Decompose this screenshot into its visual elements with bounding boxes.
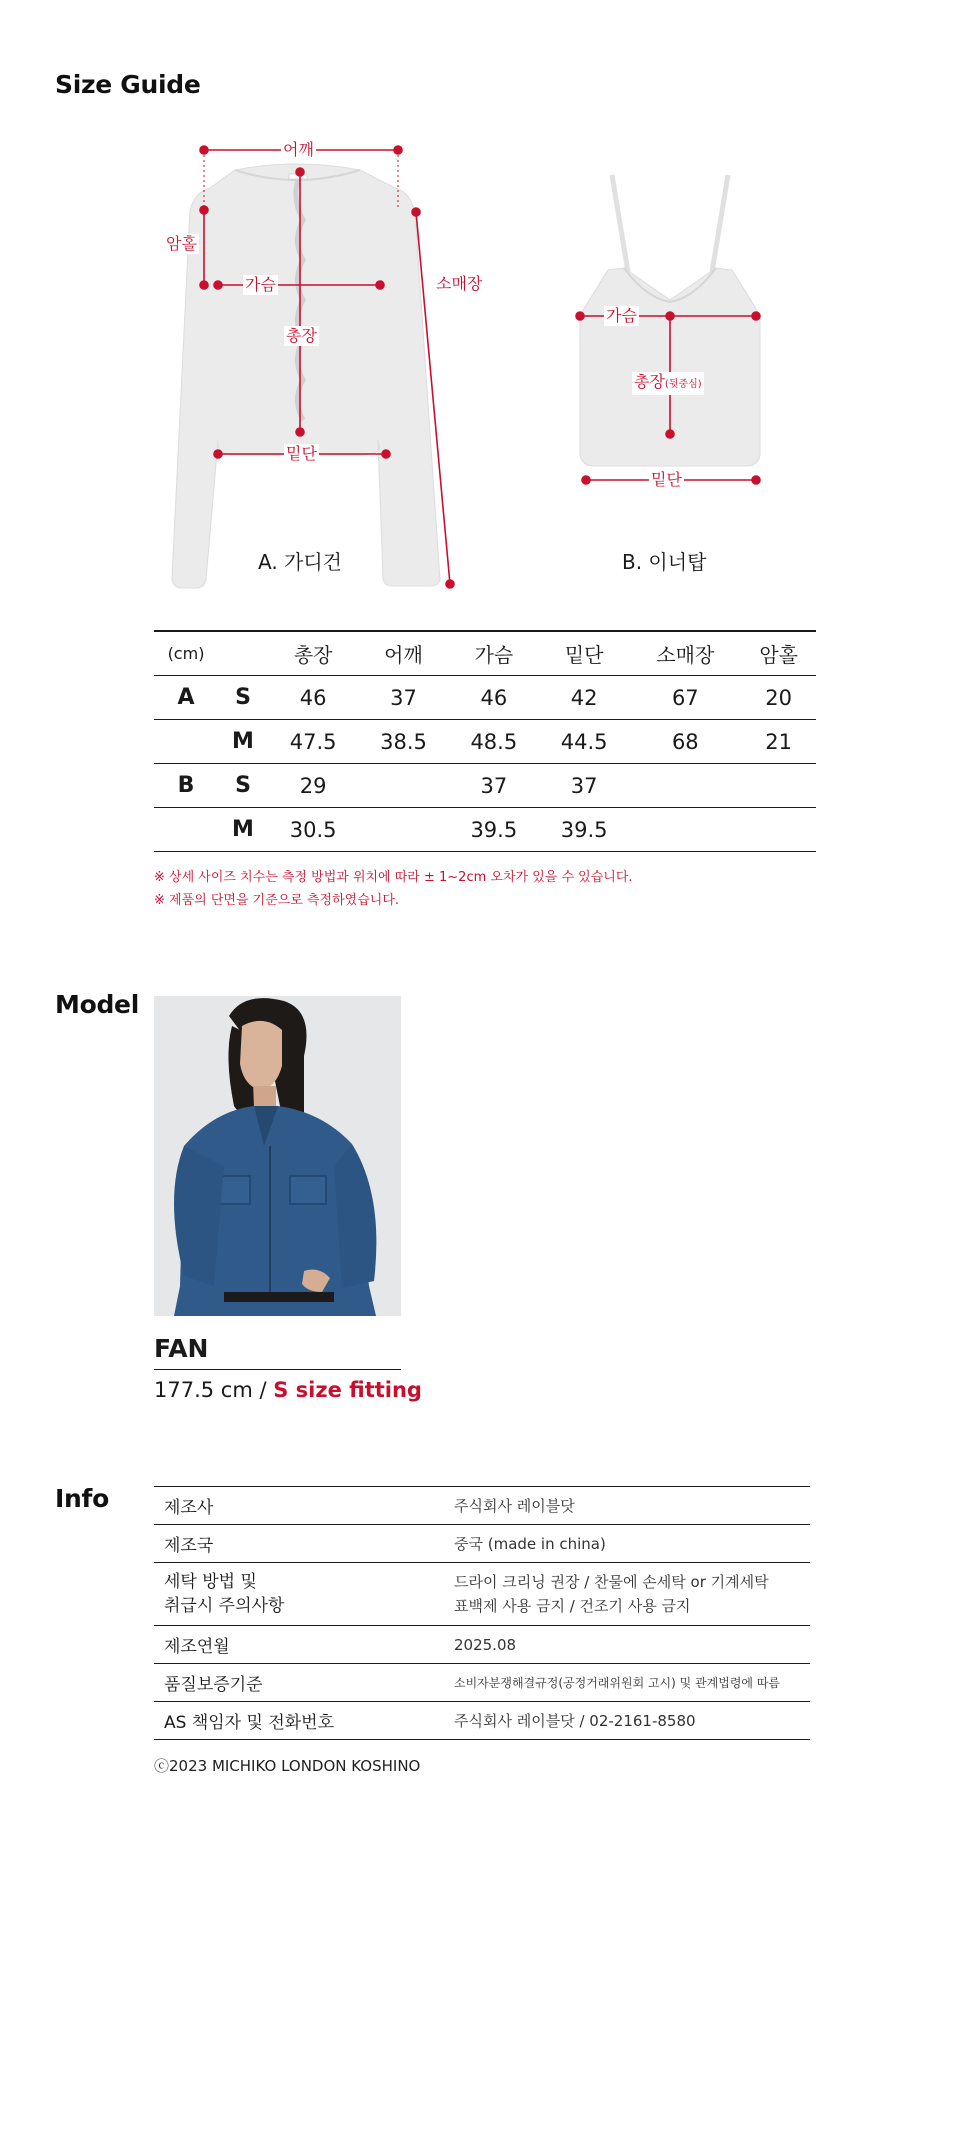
col-header: 어깨 — [358, 631, 448, 676]
size-diagram — [0, 0, 960, 600]
size-header-blank — [218, 631, 268, 676]
value-cell: 30.5 — [268, 808, 358, 852]
label-sleeve: 소매장 — [436, 274, 483, 293]
info-value: 소비자분쟁해결규정(공정거래위원회 고시) 및 관계법령에 따름 — [444, 1664, 810, 1702]
label-hem: 밑단 — [286, 444, 317, 463]
label-shoulder: 어깨 — [283, 140, 314, 159]
table-row — [154, 1487, 810, 1525]
value-cell: 37 — [358, 676, 448, 720]
size-cell: S — [218, 676, 268, 720]
value-cell: 21 — [741, 720, 816, 764]
col-header: 가슴 — [449, 631, 539, 676]
group-cell — [154, 808, 218, 852]
value-cell — [741, 808, 816, 852]
value-cell — [741, 764, 816, 808]
info-key: 품질보증기준 — [154, 1664, 444, 1702]
info-key: 제조국 — [154, 1525, 444, 1563]
innertop-caption: B. 이너탑 — [622, 550, 707, 574]
size-note: ※ 제품의 단면을 기준으로 측정하였습니다. — [154, 893, 400, 908]
value-cell: 20 — [741, 676, 816, 720]
info-value-line: 드라이 크리닝 권장 / 찬물에 손세탁 or 기계세탁 — [454, 1573, 769, 1591]
col-header: 총장 — [268, 631, 358, 676]
value-cell: 37 — [449, 764, 539, 808]
col-header: 밑단 — [539, 631, 629, 676]
group-cell: A — [154, 676, 218, 720]
value-cell: 29 — [268, 764, 358, 808]
value-cell — [358, 764, 448, 808]
table-row — [154, 764, 816, 808]
value-cell — [358, 808, 448, 852]
value-cell: 46 — [268, 676, 358, 720]
size-notes — [154, 866, 633, 912]
value-cell: 67 — [629, 676, 741, 720]
size-cell: M — [218, 808, 268, 852]
info-value: 2025.08 — [444, 1626, 810, 1664]
info-key — [154, 1563, 444, 1626]
label-innertop-chest: 가슴 — [606, 306, 637, 325]
value-cell: 39.5 — [539, 808, 629, 852]
model-name: FAN — [154, 1334, 401, 1370]
value-cell: 47.5 — [268, 720, 358, 764]
value-cell: 39.5 — [449, 808, 539, 852]
copyright: ⓒ2023 MICHIKO LONDON KOSHINO — [154, 1757, 421, 1775]
value-cell: 37 — [539, 764, 629, 808]
info-key: 제조연월 — [154, 1626, 444, 1664]
info-value: 주식회사 레이블닷 / 02-2161-8580 — [444, 1702, 810, 1740]
cardigan-illustration — [172, 164, 440, 588]
value-cell: 38.5 — [358, 720, 448, 764]
model-fit — [154, 1378, 422, 1402]
value-cell — [629, 764, 741, 808]
table-row — [154, 1702, 810, 1740]
size-note: ※ 상세 사이즈 치수는 측정 방법과 위치에 따라 ± 1~2cm 오차가 있을 수 있습니다. — [154, 870, 633, 885]
size-table — [154, 630, 816, 852]
label-innertop-length: 총장(뒷중심) — [632, 372, 704, 395]
group-cell — [154, 720, 218, 764]
info-value — [444, 1563, 810, 1626]
info-table — [154, 1486, 810, 1740]
value-cell: 42 — [539, 676, 629, 720]
table-row — [154, 676, 816, 720]
value-cell: 46 — [449, 676, 539, 720]
label-armhole: 암홀 — [166, 234, 197, 253]
table-row — [154, 1525, 810, 1563]
info-value-line: 표백제 사용 금지 / 건조기 사용 금지 — [454, 1597, 691, 1615]
value-cell — [629, 808, 741, 852]
table-row — [154, 1664, 810, 1702]
model-title: Model — [55, 990, 139, 1019]
group-cell: B — [154, 764, 218, 808]
model-height: 177.5 cm / — [154, 1378, 267, 1402]
info-key: AS 책임자 및 전화번호 — [154, 1702, 444, 1740]
value-cell: 44.5 — [539, 720, 629, 764]
value-cell: 48.5 — [449, 720, 539, 764]
table-row — [154, 1563, 810, 1626]
model-photo — [154, 996, 401, 1316]
info-value: 주식회사 레이블닷 — [444, 1487, 810, 1525]
unit-header: (cm) — [154, 631, 218, 676]
label-innertop-hem: 밑단 — [651, 470, 682, 489]
size-cell: S — [218, 764, 268, 808]
info-title: Info — [55, 1484, 109, 1513]
table-row — [154, 808, 816, 852]
size-guide-title: Size Guide — [55, 70, 201, 99]
value-cell: 68 — [629, 720, 741, 764]
label-length: 총장 — [286, 326, 317, 345]
label-chest: 가슴 — [245, 275, 276, 294]
info-key: 제조사 — [154, 1487, 444, 1525]
info-key-line: 취급시 주의사항 — [164, 1596, 285, 1616]
info-key-line: 세탁 방법 및 — [164, 1572, 257, 1592]
table-row — [154, 1626, 810, 1664]
size-cell: M — [218, 720, 268, 764]
size-table-header — [154, 631, 816, 676]
col-header: 소매장 — [629, 631, 741, 676]
info-value: 중국 (made in china) — [444, 1525, 810, 1563]
col-header: 암홀 — [741, 631, 816, 676]
cardigan-caption: A. 가디건 — [258, 550, 343, 574]
label-innertop-length-note: (뒷중심) — [664, 379, 702, 390]
model-fitting: S size fitting — [273, 1378, 422, 1402]
table-row — [154, 720, 816, 764]
